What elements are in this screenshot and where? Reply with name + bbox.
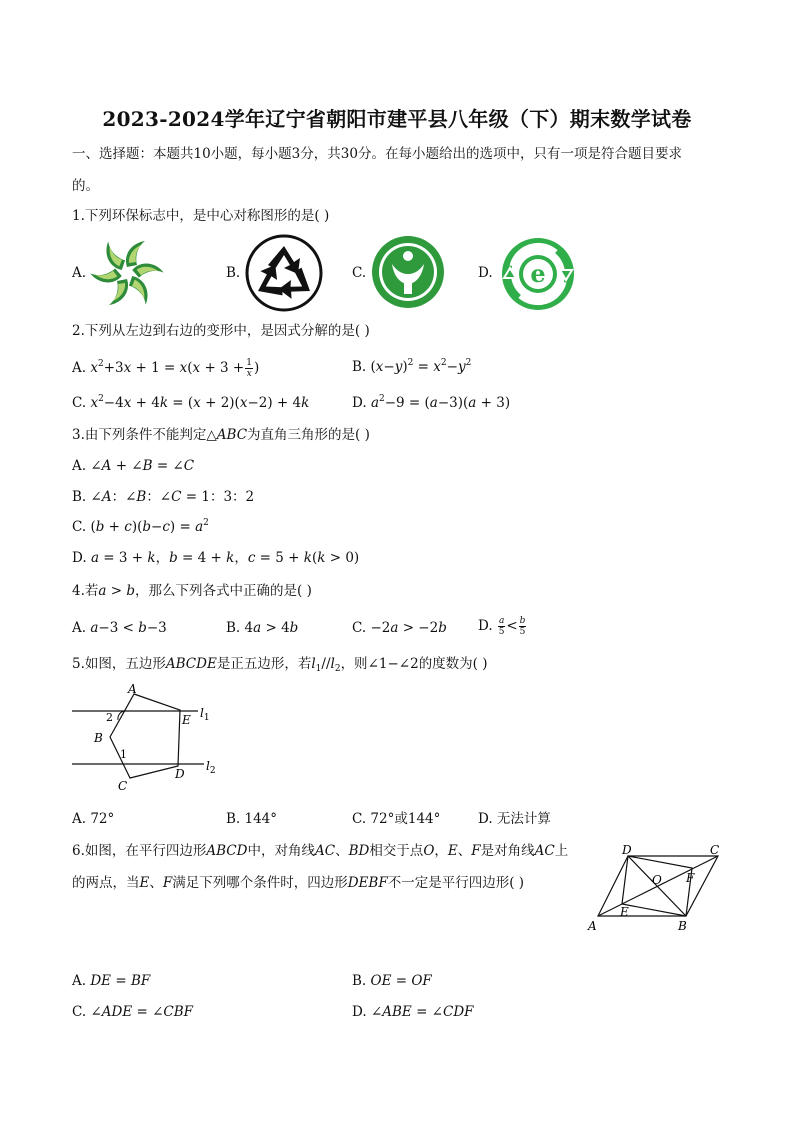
angle-1-label: 1 bbox=[120, 748, 127, 761]
q5-pentagon-figure bbox=[66, 680, 236, 798]
q2-option-c-expr: $x^2-4x + 4k = (x + 2)(x-2) + 4k$ bbox=[90, 394, 310, 411]
vertex-c-label: C bbox=[118, 779, 128, 793]
q6-option-a: A. DE = BF bbox=[72, 973, 151, 989]
q6-option-d: D. ∠ABE = ∠CDF bbox=[352, 1004, 474, 1020]
q2-option-a-expr: $x^2+3x + 1 = x(x + 3$ + $\frac{1}{x}$ ) bbox=[90, 358, 260, 379]
q2-option-b bbox=[352, 358, 471, 376]
q1-option-b-label: B. bbox=[226, 265, 241, 281]
q2-option-d-label: D. bbox=[352, 395, 367, 411]
line-l1-label: $l_1$ bbox=[200, 706, 210, 723]
q1-option-a-label: A. bbox=[72, 265, 87, 281]
vertex-d-label: D bbox=[175, 767, 185, 781]
vertex-d-label: D bbox=[622, 843, 632, 857]
point-e-label: E bbox=[620, 905, 629, 919]
q2-stem: 2.下列从左边到右边的变形中，是因式分解的是( ) bbox=[72, 323, 370, 339]
vertex-e-label: E bbox=[182, 713, 191, 727]
q3-option-c: C. $(b + c)(b-c) = a^2$ bbox=[72, 518, 209, 535]
q2-option-b-label: B. bbox=[352, 359, 367, 375]
vertex-a-label: A bbox=[588, 919, 597, 933]
q5-option-a: A. 72° bbox=[72, 811, 115, 827]
energy-saving-e-icon bbox=[498, 236, 578, 312]
q4-option-c: C. −2a > −2b bbox=[352, 620, 447, 636]
q2-option-b-expr: $(x-y)^2 = x^2-y^2$ bbox=[370, 358, 472, 375]
q2-option-d bbox=[352, 394, 510, 412]
q3-option-b: B. ∠A：∠B：∠C = 1：3：2 bbox=[72, 489, 255, 505]
q5-option-c: C. 72°或144° bbox=[352, 811, 441, 827]
q5-option-d: D. 无法计算 bbox=[478, 811, 551, 827]
q6-parallelogram-figure bbox=[586, 842, 726, 936]
point-o-label: O bbox=[652, 873, 662, 887]
q1-option-c-label: C. bbox=[352, 265, 367, 281]
q6-stem-line2: 的两点，当E、F满足下列哪个条件时，四边形DEBF不一定是平行四边形( ) bbox=[72, 875, 525, 891]
line-l2-label: $l_2$ bbox=[206, 759, 216, 776]
section-instructions-line1: 一、选择题：本题共10小题，每小题3分，共30分。在每小题给出的选项中，只有一项是符合题目要求 bbox=[72, 146, 682, 162]
q6-stem-line1: 6.如图，在平行四边形ABCD中，对角线AC、BD相交于点O，E、F是对角线AC上 bbox=[72, 843, 569, 859]
pinwheel-eco-icon bbox=[88, 236, 166, 310]
angle-2-label: 2 bbox=[106, 711, 113, 724]
q6-option-c: C. ∠ADE = ∠CBF bbox=[72, 1004, 194, 1020]
q2-option-c-label: C. bbox=[72, 395, 87, 411]
vertex-b-label: B bbox=[678, 919, 687, 933]
q2-option-c bbox=[72, 394, 309, 412]
q2-option-d-expr: $a^2-9 = (a-3)(a + 3)$ bbox=[370, 394, 511, 411]
vertex-c-label: C bbox=[710, 843, 720, 857]
q4-stem: 4.若a > b，那么下列各式中正确的是( ) bbox=[72, 583, 312, 599]
q5-stem: 5.如图，五边形ABCDE是正五边形，若$l_1//l_2$，则∠1−∠2的度数为( ) bbox=[72, 656, 488, 674]
page-title: 2023-2024学年辽宁省朝阳市建平县八年级（下）期末数学试卷 bbox=[102, 107, 692, 131]
green-food-icon bbox=[370, 234, 446, 310]
q5-option-b: B. 144° bbox=[226, 811, 278, 827]
q3-option-d: D. a = 3 + k，b = 4 + k，c = 5 + k(k > 0) bbox=[72, 550, 360, 566]
q1-option-d-label: D. bbox=[478, 265, 493, 281]
q3-stem: 3.由下列条件不能判定△ABC为直角三角形的是( ) bbox=[72, 427, 370, 443]
q2-option-a bbox=[72, 358, 259, 379]
q4-option-d: D. $\frac{a}{5}$ < $\frac{b}{5}$ bbox=[478, 616, 526, 637]
point-f-label: F bbox=[686, 871, 695, 885]
vertex-a-label: A bbox=[128, 682, 137, 696]
vertex-b-label: B bbox=[94, 731, 103, 745]
recycle-icon bbox=[244, 234, 324, 312]
q3-option-a: A. ∠A + ∠B = ∠C bbox=[72, 458, 195, 474]
q1-stem: 1.下列环保标志中，是中心对称图形的是( ) bbox=[72, 208, 330, 224]
section-instructions-line2: 的。 bbox=[72, 178, 99, 194]
q6-option-b: B. OE = OF bbox=[352, 973, 432, 989]
q4-option-a: A. a−3 < b−3 bbox=[72, 620, 167, 636]
svg-text:e: e bbox=[530, 259, 546, 288]
q4-option-b: B. 4a > 4b bbox=[226, 620, 299, 636]
q2-option-a-label: A. bbox=[72, 360, 87, 376]
